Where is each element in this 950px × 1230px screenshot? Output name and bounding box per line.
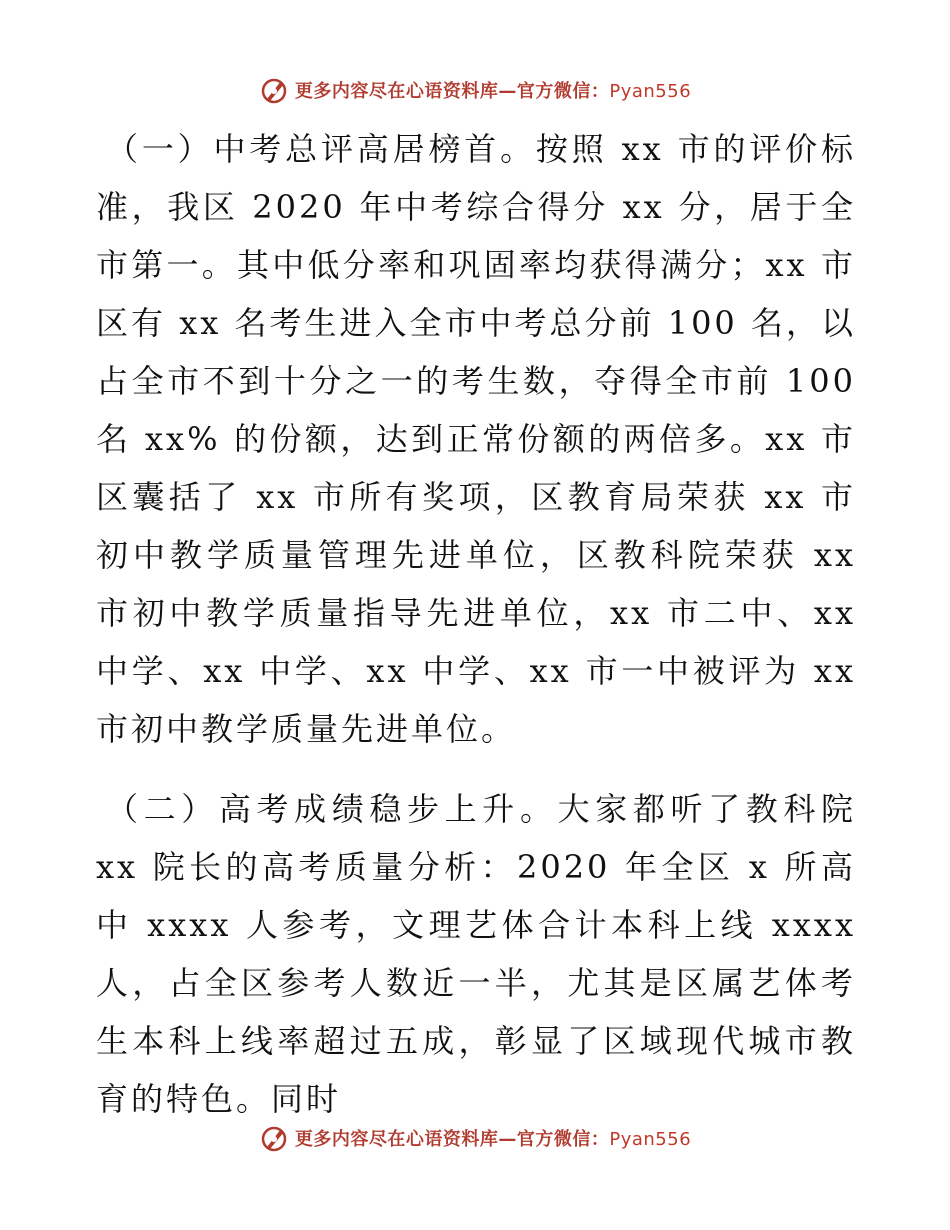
banner-text: 更多内容尽在心语资料库—官方微信：Pyan556: [294, 1129, 692, 1150]
document-body: [96, 120, 856, 1128]
wechat-handle: Pyan556: [609, 1129, 692, 1150]
paragraph-college-exam: （二）高考成绩稳步上升。大家都听了教科院 xx 院长的高考质量分析：2020 年全区 x 所高中 xxxx 人参考，文理艺体合计本科上线 xxxx 人，占全区参考人数近一半，尤其是区属艺体考生本科上线率超过五成，彰显了区域现代城市教育的特色。同时: [96, 790, 856, 1118]
banner-text: 更多内容尽在心语资料库—官方微信：Pyan556: [294, 81, 692, 102]
wechat-handle: Pyan556: [609, 81, 692, 102]
header-banner: [0, 70, 950, 110]
pen-logo-icon: [259, 1123, 289, 1153]
footer-banner: [0, 1118, 950, 1158]
pen-logo-icon: [259, 75, 289, 105]
paragraph-middle-school-exam: （一）中考总评高居榜首。按照 xx 市的评价标准，我区 2020 年中考综合得分 xx 分，居于全市第一。其中低分率和巩固率均获得满分；xx 市区有 xx 名考生进入全市中考总分前 100 名，以占全市不到十分之一的考生数，夺得全市前 100 名 xx% 的份额，达到正常份额的两倍多。xx 市区囊括了 xx 市所有奖项，区教育局荣获 xx 市初中教学质量管理先进单位，区教科院荣获 xx 市初中教学质量指导先进单位，xx 市二中、xx 中学、xx 中学、xx 中学、xx 市一中被评为 xx 市初中教学质量先进单位。: [96, 130, 856, 748]
